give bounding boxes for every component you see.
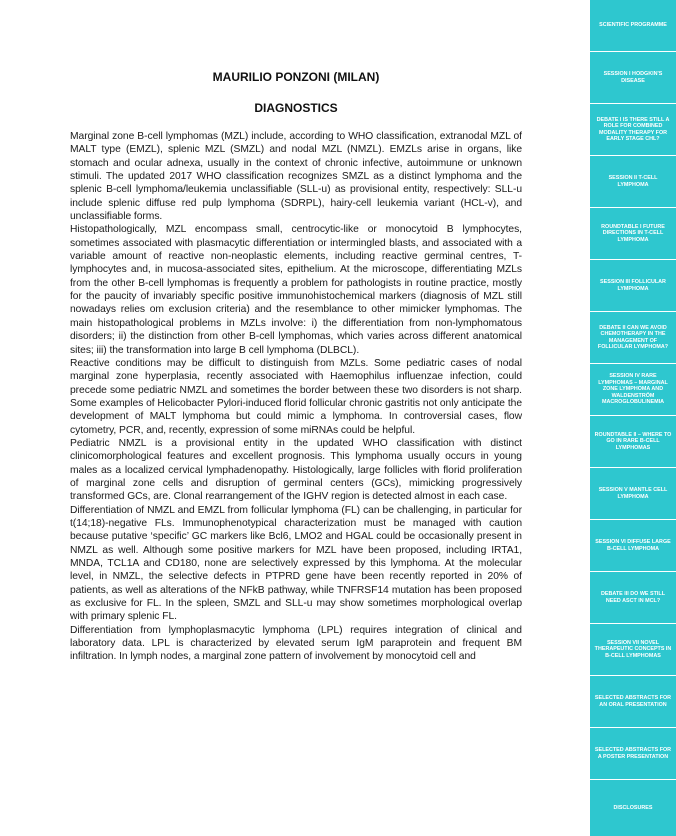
body-text — [70, 130, 522, 664]
nav-session-2[interactable]: SESSION II T-CELL LYMPHOMA — [590, 156, 676, 208]
nav-session-3[interactable]: SESSION III FOLLICULAR LYMPHOMA — [590, 260, 676, 312]
nav-roundtable-2[interactable]: ROUNDTABLE II – WHERE TO GO IN RARE B-CELL LYMPHOMAS — [590, 416, 676, 468]
paragraph: Marginal zone B-cell lymphomas (MZL) include, according to WHO classification, extranodal MZL of MALT type (EMZL), splenic MZL (SMZL) and nodal MZL (NMZL). EMZLs arise in organs, like stomach and ocular adnexa, usually in the context of chronic infective, autoimmune or unknown stimuli. The updated 2017 WHO classification recognizes SMZL as a distinct lymphoma and the splenic B-cell lymphoma/leukemia unclassifiable (SLL-u) as provisional entity, respectively: SLL-u include splenic diffuse red pulp lymphoma (SDRPL), hairy-cell leukemia variant (HCL-v), and unclassifiable forms. — [70, 131, 522, 223]
nav-session-1[interactable]: SESSION I HODGKIN'S DISEASE — [590, 52, 676, 104]
paragraph: Reactive conditions may be difficult to distinguish from MZLs. Some pediatric cases of nodal marginal zone hyperplasia, recently associated with Haemophilus influenzae infection, could precede some pediatric NMZL and sometimes the border between these two disorders is not sharp. Some examples of Helicobacter Pylori-induced florid follicular chronic gastritis not only anticipate the development of MALT lymphoma but could mimic a lymphoma. In controversial cases, flow cytometry, PCR, and, recently, expression of some miRNAs could be helpful. — [70, 357, 522, 436]
paragraph: Histopathologically, MZL encompass small, centrocytic-like or monocytoid B lymphocytes, sometimes associated with plasmacytic differentiation or intermingled blasts, and associated with a variable amount of reactive non-neoplastic elements, including reactive germinal centres, T-lymphocytes and, in mucosa-associated sites, epithelium. At the microscope, differentiating MZLs from the other B-cell lymphomas is frequently a problem for pathologists in routine practice, mostly for the paucity of invariably specific positive immunohistochemical markers (diagnosis of MZL still nowadays relies om exclusion criteria) and the resemblance to other mimicker lymphomas. The main histopathological problems in MZLs involve: i) the differentiation from non-lymphomatous disorders; ii) the distinction from other B-cell lymphomas, which varies across different anatomical sites; iii) the transformation into large B cell lymphoma (DLBCL). — [70, 224, 522, 356]
section-heading: DIAGNOSTICS — [254, 101, 338, 115]
nav-scientific-programme[interactable]: SCIENTIFIC PROGRAMME — [590, 0, 676, 52]
nav-disclosures[interactable]: DISCLOSURES — [590, 780, 676, 836]
paragraph: Differentiation of NMZL and EMZL from follicular lymphoma (FL) can be challenging, in particular for t(14;18)-negative FLs. Immunophenotypical characterization must be managed with caution because putative ‘specific’ GC markers like Bcl6, LMO2 and HGAL could be occasionally present in NMZL as well. Although some positive markers for MZL have been proposed, including IRTA1, MNDA, TCL1A and CD180, none are selectively expressed by this lymphoma. At the molecular level, in NMZL, the selective defects in PTPRD gene have been recently reported in 20% of patients, as well as alterations of the NFkB pathway, while TNFRSF14 mutation has been proposed as exclusive for FL. In the spleen, SMZL and SLL-u may show sometimes morphological overlap with primary splenic FL. — [70, 504, 522, 623]
nav-poster-abstracts[interactable]: SELECTED ABSTRACTS FOR A POSTER PRESENTATION — [590, 728, 676, 780]
nav-roundtable-1[interactable]: ROUNDTABLE I FUTURE DIRECTIONS IN T-CELL LYMPHOMA — [590, 208, 676, 260]
nav-oral-abstracts[interactable]: SELECTED ABSTRACTS FOR AN ORAL PRESENTATION — [590, 676, 676, 728]
nav-session-4[interactable]: SESSION IV RARE LYMPHOMAS – MARGINAL ZONE LYMPHOMA AND WALDENSTRÖM MACROGLOBULINEMIA — [590, 364, 676, 416]
nav-session-6[interactable]: SESSION VI DIFFUSE LARGE B-CELL LYMPHOMA — [590, 520, 676, 572]
nav-debate-2[interactable]: DEBATE II CAN WE AVOID CHEMOTHERAPY IN THE MANAGEMENT OF FOLLICULAR LYMPHOMA? — [590, 312, 676, 364]
author-title: MAURILIO PONZONI (MILAN) — [212, 70, 380, 84]
nav-session-5[interactable]: SESSION V MANTLE CELL LYMPHOMA — [590, 468, 676, 520]
sidebar-nav — [590, 0, 676, 836]
paragraph: Pediatric NMZL is a provisional entity in the updated WHO classification with distinct clinicomorphological features and excellent prognosis. This lymphoma usually occurs in young males as a localized cervical lymphadenopathy. Histologically, large follicles with florid proliferation of marginal zone cells and disruption of germinal centers (GCs), mimicking progressively transformed GCs, are. Clonal rearrangement of the IGHV region is detected almost in each case. — [70, 437, 522, 503]
nav-debate-1[interactable]: DEBATE I IS THERE STILL A ROLE FOR COMBINED MODALITY THERAPY FOR EARLY STAGE CHL? — [590, 104, 676, 156]
nav-session-7[interactable]: SESSION VII NOVEL THERAPEUTIC CONCEPTS IN B-CELL LYMPHOMAS — [590, 624, 676, 676]
paragraph: Differentiation from lymphoplasmacytic lymphoma (LPL) requires integration of clinical and laboratory data. LPL is characterized by elevated serum IgM paraprotein and frequent BM infiltration. In lymph nodes, a marginal zone pattern of involvement by monocytoid cell and — [70, 624, 522, 663]
nav-debate-3[interactable]: DEBATE III DO WE STILL NEED ASCT IN MCL? — [590, 572, 676, 624]
